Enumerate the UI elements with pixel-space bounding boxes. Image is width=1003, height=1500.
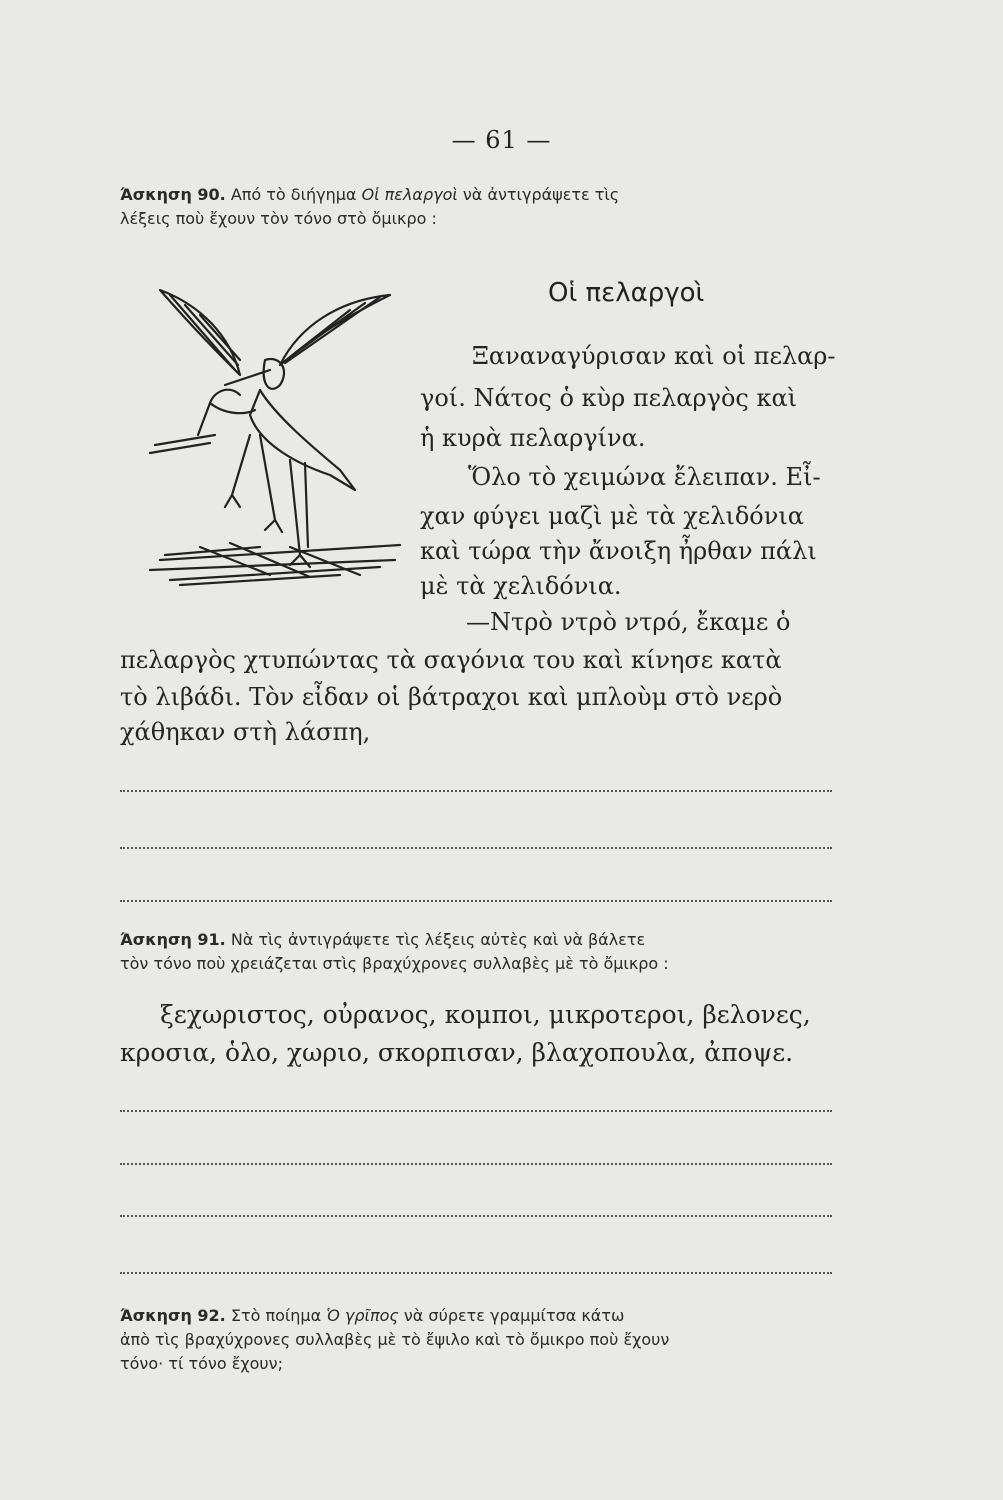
exercise-91-label: Άσκηση 91. [120, 930, 226, 949]
exercise-90-instructions [120, 183, 840, 231]
exercise-92-line3: τόνο· τί τόνο ἔχουν; [120, 1354, 283, 1373]
exercise-90-text: Από τὸ διήγημα [225, 185, 362, 204]
exercise-92-title-ref: Ὁ γρῖπος [326, 1306, 399, 1325]
story-line: —Ντρὸ ντρὸ ντρό, ἔκαμε ὁ [466, 608, 791, 636]
story-line: πελαργὸς χτυπώντας τὰ σαγόνια του καὶ κίνησε κατὰ [120, 646, 782, 674]
story-line: γοί. Νάτος ὁ κὺρ πελαργὸς καὶ [420, 384, 798, 412]
writing-line[interactable] [120, 900, 832, 902]
story-line: ἡ κυρὰ πελαργίνα. [420, 424, 646, 452]
exercise-92-text-after: νὰ σύρετε γραμμίτσα κάτω [398, 1306, 625, 1325]
writing-line[interactable] [120, 847, 832, 849]
story-line: Ὅλο τὸ χειμώνα ἔλειπαν. Εἶ- [468, 463, 821, 491]
story-line: Ξαναναγύρισαν καὶ οἱ πελαρ- [472, 342, 836, 370]
exercise-90-title-ref: Οἱ πελαργοὶ [361, 185, 458, 204]
exercise-90-label: Άσκηση 90. [120, 185, 226, 204]
exercise-90-text-after: νὰ ἀντιγράψετε τὶς [457, 185, 620, 204]
writing-line[interactable] [120, 1272, 832, 1274]
exercise-90-line2: λέξεις ποὺ ἔχουν τὸν τόνο στὸ ὄμικρο : [120, 209, 437, 228]
exercise-91-line1: Νὰ τὶς ἀντιγράψετε τὶς λέξεις αὐτὲς καὶ νὰ βάλετε [225, 930, 646, 949]
story-line: τὸ λιβάδι. Τὸν εἶδαν οἱ βάτραχοι καὶ μπλοὺμ στὸ νερὸ [120, 683, 783, 711]
exercise-92-text: Στὸ ποίημα [225, 1306, 327, 1325]
exercise-92-instructions [120, 1304, 840, 1376]
storks-illustration [140, 285, 420, 605]
exercise-91-instructions [120, 928, 840, 976]
exercise-92-label: Άσκηση 92. [120, 1306, 226, 1325]
page-number: — 61 — [451, 126, 552, 154]
exercise-91-line2: τὸν τόνο ποὺ χρειάζεται στὶς βραχύχρονες συλλαβὲς μὲ τὸ ὄμικρο : [120, 954, 669, 973]
story-line: μὲ τὰ χελιδόνια. [420, 572, 622, 600]
word-list-line: ξεχωριστος, οὐρανος, κομποι, μικροτεροι, βελονες, [160, 1000, 811, 1029]
writing-line[interactable] [120, 790, 832, 792]
exercise-92-line2: ἀπὸ τὶς βραχύχρονες συλλαβὲς μὲ τὸ ἔψιλο καὶ τὸ ὄμικρο ποὺ ἔχουν [120, 1330, 670, 1349]
writing-line[interactable] [120, 1110, 832, 1112]
story-title: Οἱ πελαργοὶ [548, 278, 705, 308]
writing-line[interactable] [120, 1163, 832, 1165]
story-line: χαν φύγει μαζὶ μὲ τὰ χελιδόνια [420, 502, 804, 530]
word-list-line: κροσια, ὁλο, χωριο, σκορπισαν, βλαχοπουλα, ἀποψε. [120, 1038, 794, 1067]
writing-line[interactable] [120, 1215, 832, 1217]
story-line: καὶ τώρα τὴν ἄνοιξη ἦρθαν πάλι [420, 537, 817, 565]
story-line: χάθηκαν στὴ λάσπη, [120, 718, 371, 746]
